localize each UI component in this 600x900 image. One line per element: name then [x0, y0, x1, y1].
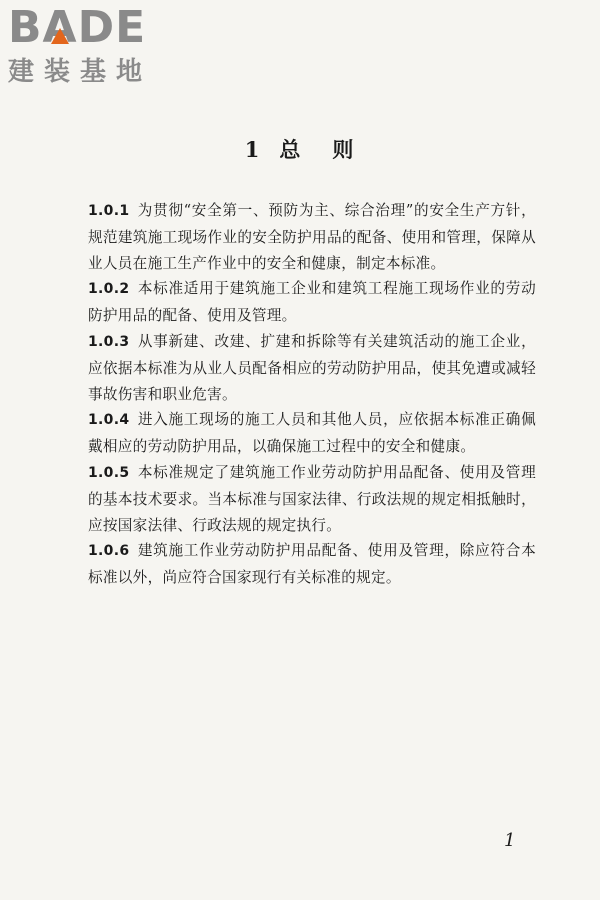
- clause-text: 本标准规定了建筑施工作业劳动防护用品配备、使用及管理的基本技术要求。当本标准与国家法律、行政法规的规定相抵触时，应按国家法律、行政法规的规定执行。: [88, 463, 536, 534]
- clause-1-0-5: [88, 460, 536, 538]
- clause-text: 本标准适用于建筑施工企业和建筑工程施工现场作业的劳动防护用品的配备、使用及管理。: [88, 280, 536, 325]
- clause-text: 从事新建、改建、扩建和拆除等有关建筑活动的施工企业，应依据本标准为从业人员配备相应的劳动防护用品，使其免遭或减轻事故伤害和职业危害。: [88, 332, 536, 403]
- clause-1-0-4: [88, 407, 536, 460]
- clause-1-0-2: [88, 276, 536, 329]
- clause-1-0-3: [88, 329, 536, 407]
- clause-text: 进入施工现场的施工人员和其他人员，应依据本标准正确佩戴相应的劳动防护用品，以确保施工过程中的安全和健康。: [88, 411, 536, 456]
- clause-number: 1.0.2: [88, 281, 130, 298]
- clause-text: 建筑施工作业劳动防护用品配备、使用及管理，除应符合本标准以外，尚应符合国家现行有关标准的规定。: [88, 542, 536, 587]
- logo-letters-de: DE: [77, 2, 147, 53]
- logo-wordmark: [8, 4, 178, 52]
- clause-1-0-6: [88, 538, 536, 591]
- chapter-title: [0, 134, 600, 164]
- chapter-body: [88, 198, 536, 591]
- clause-number: 1.0.6: [88, 543, 130, 560]
- logo-subtitle: 建装基地: [8, 57, 153, 87]
- clause-number: 1.0.5: [88, 464, 130, 481]
- clause-number: 1.0.4: [88, 412, 130, 429]
- logo-accent-triangle-icon: [51, 28, 69, 44]
- chapter-title-word-2: 则: [332, 137, 356, 162]
- page-number: 1: [504, 830, 516, 851]
- chapter-title-word-1: 总: [279, 137, 303, 162]
- logo-letter-a: A: [42, 2, 78, 53]
- clause-1-0-1: [88, 198, 536, 276]
- logo-letter-b: B: [8, 2, 43, 53]
- clause-number: 1.0.3: [88, 333, 130, 350]
- chapter-number: 1: [244, 137, 262, 162]
- bade-logo: [8, 4, 178, 88]
- clause-text: 为贯彻“安全第一、预防为主、综合治理”的安全生产方针，规范建筑施工现场作业的安全防护用品的配备、使用和管理，保障从业人员在施工生产作业中的安全和健康，制定本标准。: [88, 202, 536, 272]
- clause-number: 1.0.1: [88, 203, 130, 219]
